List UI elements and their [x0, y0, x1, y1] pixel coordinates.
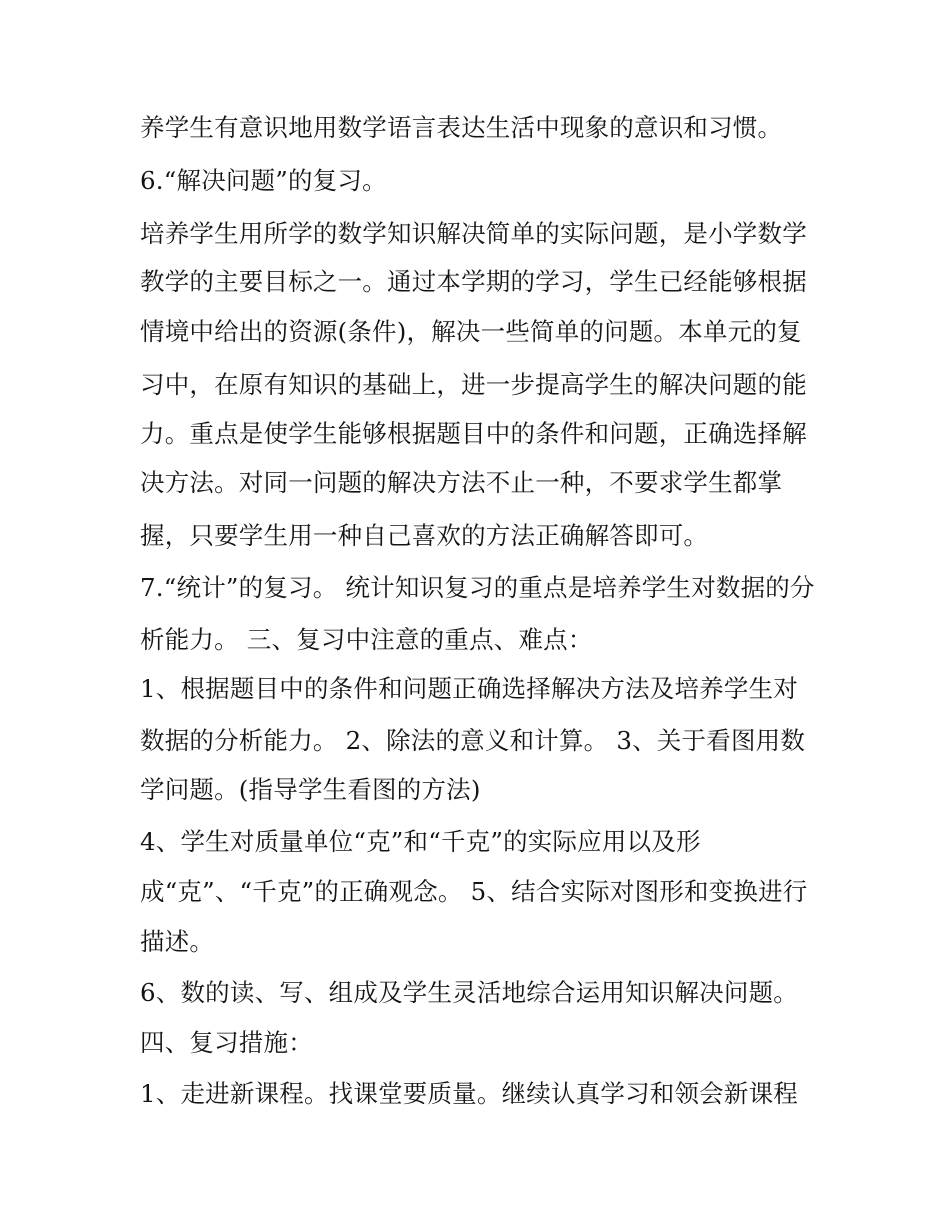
text-line: 教学的主要目标之一。通过本学期的学习，学生已经能够根据: [140, 267, 807, 296]
section-heading: 7.“统计”的复习。 统计知识复习的重点是培养学生对数据的分: [140, 573, 815, 602]
text-line: 成“克”、“千克”的正确观念。 5、结合实际对图形和变换进行: [140, 877, 808, 906]
text-line: 培养学生用所学的数学知识解决简单的实际问题，是小学数学: [140, 219, 807, 248]
list-item: 1、根据题目中的条件和问题正确选择解决方法及培养学生对: [140, 674, 798, 703]
text-line: 握，只要学生用一种自己喜欢的方法正确解答即可。: [140, 521, 709, 550]
list-item: 6、数的读、写、组成及学生灵活地综合运用知识解决问题。: [140, 978, 798, 1007]
section-heading: 四、复习措施：: [140, 1028, 313, 1057]
list-item: 4、学生对质量单位“克”和“千克”的实际应用以及形: [140, 827, 701, 856]
text-line: 习中，在原有知识的基础上，进一步提高学生的解决问题的能: [140, 370, 807, 399]
text-line: 情境中给出的资源(条件)，解决一些简单的问题。本单元的复: [140, 317, 802, 346]
text-line: 数据的分析能力。 2、除法的意义和计算。 3、关于看图用数: [140, 726, 806, 755]
text-line: 力。重点是使学生能够根据题目中的条件和问题，正确选择解: [140, 419, 807, 448]
text-line: 决方法。对同一问题的解决方法不止一种，不要求学生都掌: [140, 468, 783, 497]
text-line: 析能力。 三、复习中注意的重点、难点：: [140, 625, 593, 654]
text-line: 描述。: [140, 927, 215, 956]
section-heading: 6.“解决问题”的复习。: [140, 166, 387, 195]
text-line: 学问题。(指导学生看图的方法): [140, 775, 481, 804]
text-line: 养学生有意识地用数学语言表达生活中现象的意识和习惯。: [140, 113, 783, 142]
list-item: 1、走进新课程。找课堂要质量。继续认真学习和领会新课程: [140, 1079, 798, 1108]
